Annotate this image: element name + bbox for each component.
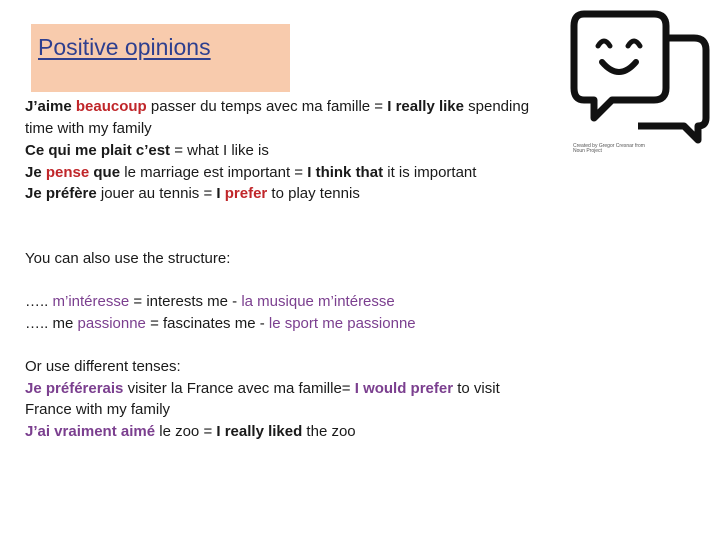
- text-line-10: Je préférerais visiter la France avec ma famille= I would prefer to visit: [25, 380, 500, 397]
- text-line-11: France with my family: [25, 401, 171, 418]
- text-line-5: Je préfère jouer au tennis = I prefer to play tennis: [25, 185, 360, 202]
- text-line-4: Je pense que le marriage est important = I think that it is important: [25, 164, 477, 181]
- icon-credit: Created by Gregor Cresnar from Noun Project: [573, 143, 645, 154]
- text-line-6: You can also use the structure:: [25, 250, 231, 267]
- text-line-2: time with my family: [25, 120, 152, 137]
- speech-bubbles-smiley-icon: [568, 8, 713, 153]
- text-line-7: ….. m’intéresse = interests me - la musique m’intéresse: [25, 293, 395, 310]
- text-line-3: Ce qui me plait c’est = what I like is: [25, 142, 269, 159]
- text-line-8: ….. me passionne = fascinates me - le sport me passionne: [25, 315, 416, 332]
- page-title: Positive opinions: [38, 34, 211, 60]
- text-line-1: J’aime beaucoup passer du temps avec ma famille = I really like spending: [25, 98, 530, 115]
- text-line-9: Or use different tenses:: [25, 358, 181, 375]
- text-line-12: J’ai vraiment aimé le zoo = I really liked the zoo: [25, 423, 356, 440]
- title-box: [31, 24, 290, 92]
